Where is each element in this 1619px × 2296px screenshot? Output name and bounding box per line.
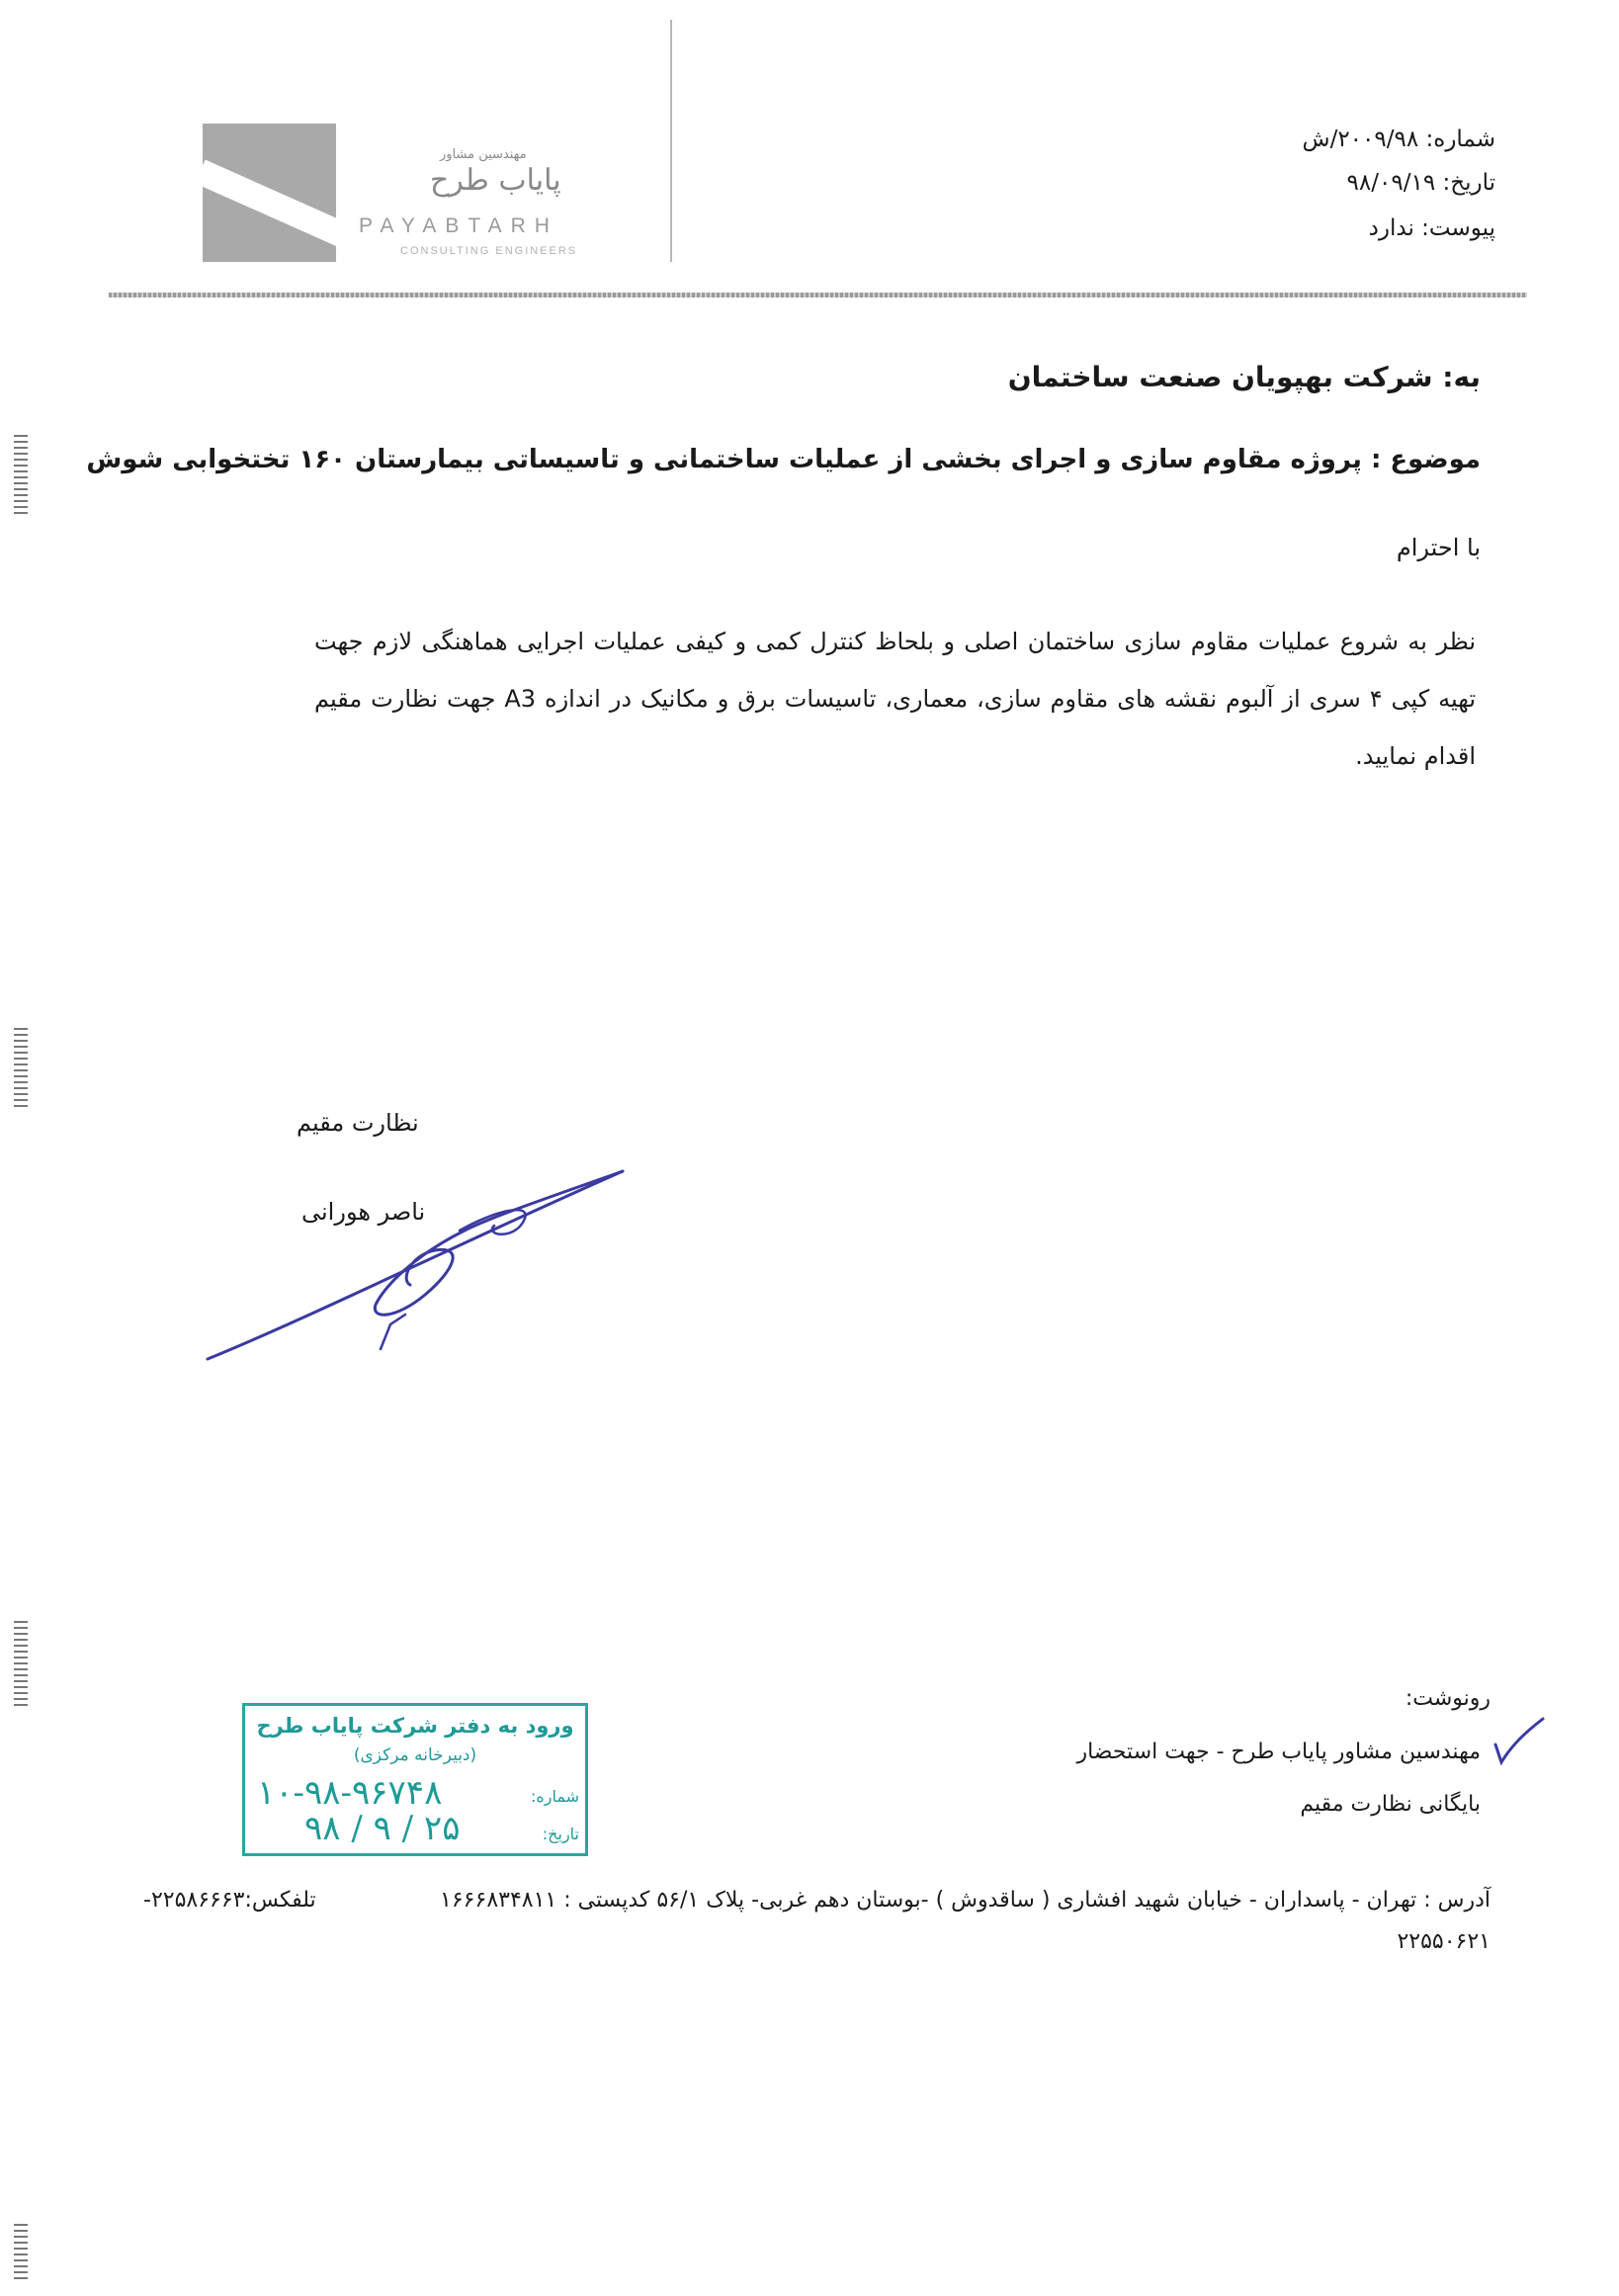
signatory-name: ناصر هورانی (301, 1198, 426, 1226)
cc-item: بایگانی نظارت مقیم (1300, 1792, 1481, 1817)
letter-date: تاریخ: ۹۸/۰۹/۱۹ (1346, 170, 1495, 196)
footer-fax: تلفکس:۲۲۵۸۶۶۶۳- (143, 1888, 316, 1913)
handwritten-signature (198, 1156, 633, 1374)
received-stamp (242, 1703, 588, 1856)
letter-attachment: پیوست: ندارد (1368, 215, 1495, 241)
checkmark-icon (1488, 1715, 1547, 1774)
stamp-subtitle: (دبیرخانه مرکزی) (353, 1745, 477, 1765)
scan-vertical-line (670, 20, 672, 262)
stamp-date-label: تاریخ: (542, 1825, 579, 1843)
stamp-title: ورود به دفتر شرکت پایاب طرح (256, 1714, 574, 1738)
logo-mark (203, 124, 336, 262)
recipient: به: شرکت بهپویان صنعت ساختمان (1007, 361, 1481, 393)
footer-phone: ۲۲۵۵۰۶۲۱ (1397, 1929, 1491, 1954)
footer-address: آدرس : تهران - پاسداران - خیابان شهید افشاری ( ساقدوش ) -بوستان دهم غربی- پلاک ۵۶/۱ کدپستی : ۱۶۶۶۸۳۴۸۱۱ (440, 1888, 1491, 1913)
signatory-title: نظارت مقیم (297, 1109, 419, 1137)
subject: موضوع : پروژه مقاوم سازی و اجرای بخشی از عملیات ساختمانی و تاسیساتی بیمارستان ۱۶۰ تختخوابی شوش (86, 445, 1481, 474)
stamp-number-label: شماره: (530, 1787, 579, 1806)
scan-edge-mark (14, 1621, 28, 1710)
scan-edge-mark (14, 2224, 28, 2283)
body-paragraph: نظر به شروع عملیات مقاوم سازی ساختمان اصلی و بلحاظ کنترل کمی و کیفی عملیات اجرایی هماهنگی لازم جهت تهیه کپی ۴ سری از آلبوم نقشه های مقاوم سازی، معماری، تاسیسات برق و مکانیک در اندازه A3 جهت نظارت مقیم اقدام نمایید. (314, 628, 1476, 770)
scan-edge-mark (14, 435, 28, 514)
scan-edge-mark (14, 1028, 28, 1107)
cc-label: رونوشت: (1405, 1686, 1491, 1711)
stamp-date: ۹۸ / ۹ / ۲۵ (304, 1809, 461, 1848)
cc-item: مهندسین مشاور پایاب طرح - جهت استحضار (1076, 1740, 1481, 1764)
salutation: با احترام (1396, 534, 1481, 561)
header-divider (109, 293, 1527, 298)
logo-english-name: PAYABTARH (359, 214, 558, 237)
stamp-number: ۱۰-۹۸-۹۶۷۴۸ (257, 1773, 443, 1813)
letter-number: شماره: ۲۰۰۹/۹۸/ش (1302, 127, 1495, 152)
logo-persian-subtitle: مهندسین مشاور (440, 147, 527, 162)
company-logo (203, 124, 628, 262)
logo-persian-name: پایاب طرح (430, 163, 561, 198)
logo-english-subtitle: CONSULTING ENGINEERS (400, 245, 578, 257)
